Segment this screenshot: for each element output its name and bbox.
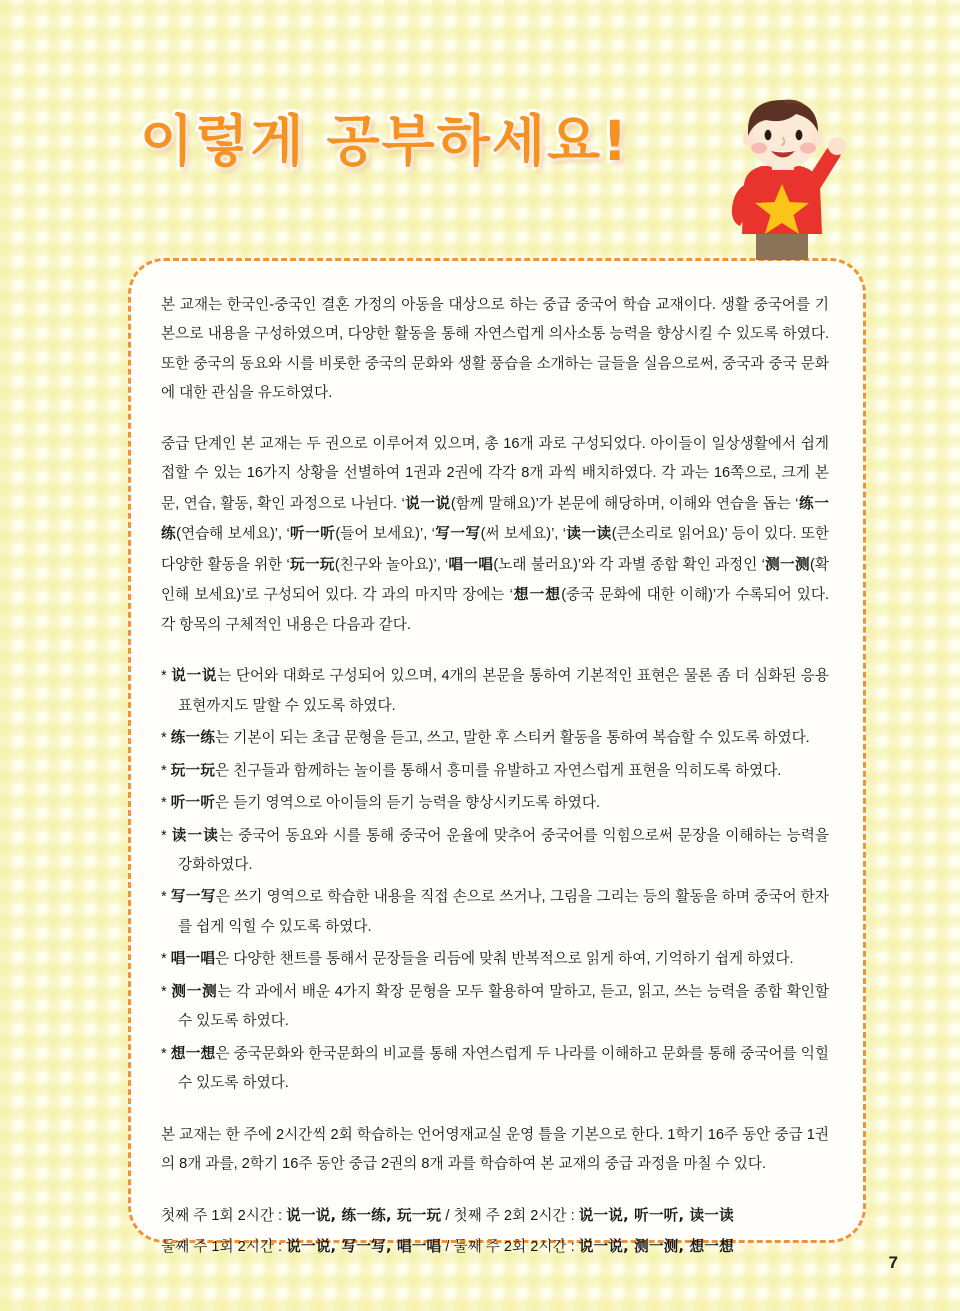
structure-text-8: (노래 불러요)’와 각 과별 종합 확인 과정인 ‘ <box>493 556 765 573</box>
bullet-marker: * <box>161 983 167 1000</box>
mascot-illustration <box>700 92 870 272</box>
bullet-term: 练一练 <box>170 729 216 747</box>
bullet-marker: * <box>161 730 167 747</box>
list-item <box>161 756 829 786</box>
structure-text-5: (써 보세요)’, ‘ <box>480 526 567 543</box>
bullet-marker: * <box>161 795 167 812</box>
bullet-text: 은 쓰기 영역으로 학습한 내용을 직접 손으로 쓰거나, 그림을 그리는 등의 활동을 하며 중국어 한자를 쉽게 익힐 수 있도록 하였다. <box>178 889 829 935</box>
structure-text-2: (함께 말해요)’가 본문에 해당하며, 이해와 연습을 돕는 <box>450 495 796 512</box>
term-lian-1: 练一练 <box>161 494 829 543</box>
structure-text-3: (연습해 보세요)’, ‘ <box>176 526 290 543</box>
content-body <box>161 291 829 1263</box>
structure-text-7: (친구와 놀아요)’, ‘ <box>334 556 449 573</box>
schedule-row <box>161 1232 829 1262</box>
paragraph-closing: 본 교재는 한 주에 2시간씩 2회 학습하는 언어영재교실 운영 틀을 기본으로 한다. 1학기 16주 동안 중급 1권의 8개 과를, 2학기 16주 동안 중급 2권의 8개 과를 학습하여 본 교재의 중급 과정을 마칠 수 있다. <box>161 1126 829 1173</box>
paragraph-intro: 본 교재는 한국인-중국인 결혼 가정의 아동을 대상으로 하는 중급 중국어 학습 교재이다. 생활 중국어를 기본으로 내용을 구성하였으며, 다양한 활동을 통해 자연스럽게 의사소통 능력을 향상시킬 수 있도록 하였다. 또한 중국의 동요와 시를 비롯한 중국의 문화와 생활 풍습을 소개하는 글들을 실음으로써, 중국과 중국 문화에 대한 관심을 유도하였다. <box>161 297 829 402</box>
page-title-banner <box>140 95 660 190</box>
term-xie-1: 写一写 <box>434 525 481 543</box>
schedule-right-terms: 说一说, 测一测, 想一想 <box>578 1238 734 1256</box>
list-item <box>161 723 829 753</box>
schedule-left-label: 둘째 주 1회 2시간 : <box>161 1239 287 1256</box>
list-item <box>161 821 829 881</box>
term-xiang-1: 想一想 <box>512 586 562 604</box>
bullet-term: 读一读 <box>171 826 219 844</box>
bullet-term: 玩一玩 <box>170 761 216 779</box>
bullet-term: 想一想 <box>170 1044 216 1062</box>
bullet-text: 는 기본이 되는 초급 문형을 듣고, 쓰고, 말한 후 스티커 활동을 통하여 복습할 수 있도록 하였다. <box>215 730 810 747</box>
term-du-1: 读一读 <box>566 525 612 543</box>
page-number: 7 <box>888 1253 898 1272</box>
schedule-block <box>161 1201 829 1263</box>
bullet-term: 测一测 <box>171 982 218 1000</box>
structure-text-4: (들어 보세요)’, ‘ <box>335 526 435 543</box>
content-card <box>128 258 866 1256</box>
bullet-text: 은 친구들과 함께하는 놀이를 통해서 흥미를 유발하고 자연스럽게 표현을 익히도록 하였다. <box>215 762 782 779</box>
feature-bullet-list <box>161 661 829 1099</box>
schedule-right-label: 둘째 주 2회 2시간 : <box>453 1239 579 1256</box>
bullet-marker: * <box>161 1045 167 1062</box>
bullet-term: 唱一唱 <box>170 950 216 968</box>
list-item <box>161 661 829 721</box>
bullet-marker: * <box>161 951 167 968</box>
schedule-right-label: 첫째 주 2회 2시간 : <box>453 1207 579 1224</box>
waving-boy-icon <box>700 92 870 272</box>
bullet-text: 은 듣기 영역으로 아이들의 듣기 능력을 향상시키도록 하였다. <box>215 795 601 812</box>
quote-open-2: ‘ <box>795 495 799 512</box>
schedule-separator: / <box>441 1207 454 1224</box>
bullet-marker: * <box>161 762 167 779</box>
term-shuo-1: 说一说 <box>404 494 451 512</box>
schedule-left-terms: 说一说, 写一写, 唱一唱 <box>286 1238 442 1256</box>
list-item <box>161 944 829 974</box>
list-item <box>161 882 829 942</box>
structure-text-1: 중급 단계인 본 교재는 두 권으로 이루어져 있으며, 총 16개 과로 구성되었다. 아이들이 일상생활에서 쉽게 접할 수 있는 16가지 상황을 선별하여 1권과 2권에 각각 8개 과씩 배치하였다. 각 과는 16쪽으로, 크게 본문, 연습, 활동, 확인 과정으로 나뉜다. <box>161 435 829 512</box>
bullet-text: 는 각 과에서 배운 4가지 확장 문형을 모두 활용하여 말하고, 듣고, 읽고, 쓰는 능력을 종합 확인할 수 있도록 하였다. <box>178 983 829 1030</box>
term-wan-1: 玩一玩 <box>289 555 335 573</box>
term-ce-1: 测一测 <box>764 555 811 573</box>
structure-text-10: (중국 문화에 대한 이해)’가 수록되어 있다. 각 항목의 구체적인 내용은 다음과 같다. <box>161 587 829 633</box>
quote-open-1: ‘ <box>401 495 405 512</box>
bullet-text: 은 다양한 챈트를 통해서 문장들을 리듬에 맞춰 반복적으로 읽게 하여, 기억하기 쉽게 하였다. <box>215 951 794 968</box>
term-chang-1: 唱一唱 <box>448 555 494 573</box>
structure-text-9: (확인해 보세요)’로 구성되어 있다. 각 과의 마지막 장에는 ‘ <box>161 556 829 604</box>
page-title: 이렇게 공부하세요! <box>140 109 630 173</box>
bullet-text: 는 단어와 대화로 구성되어 있으며, 4개의 본문을 통하여 기본적인 표현은 물론 좀 더 심화된 응용 표현까지도 말할 수 있도록 하였다. <box>178 668 829 714</box>
bullet-marker: * <box>161 668 167 685</box>
bullet-marker: * <box>161 827 167 844</box>
bullet-text: 는 중국어 동요와 시를 통해 중국어 운율에 맞추어 중국어를 익힘으로써 문장을 이해하는 능력을 강화하였다. <box>178 827 830 873</box>
term-ting-1: 听一听 <box>289 525 336 543</box>
bullet-term: 写一写 <box>170 888 216 906</box>
list-item <box>161 788 829 818</box>
structure-text-6: (큰소리로 읽어요)’ 등이 있다. 또한 다양한 활동을 위한 ‘ <box>161 526 829 573</box>
bullet-text: 은 중국문화와 한국문화의 비교를 통해 자연스럽게 두 나라를 이해하고 문화를 통해 중국어를 익힐 수 있도록 하였다. <box>178 1045 829 1092</box>
schedule-left-terms: 说一说, 练一练, 玩一玩 <box>286 1206 442 1224</box>
list-item <box>161 1039 829 1099</box>
bullet-term: 听一听 <box>170 794 216 812</box>
schedule-row <box>161 1201 829 1231</box>
schedule-right-terms: 说一说, 听一听, 读一读 <box>578 1206 734 1224</box>
paragraph-structure <box>161 430 829 640</box>
list-item <box>161 977 829 1037</box>
schedule-left-label: 첫째 주 1회 2시간 : <box>161 1207 287 1224</box>
bullet-marker: * <box>161 889 167 906</box>
bullet-term: 说一说 <box>171 667 218 685</box>
schedule-separator: / <box>441 1239 454 1256</box>
